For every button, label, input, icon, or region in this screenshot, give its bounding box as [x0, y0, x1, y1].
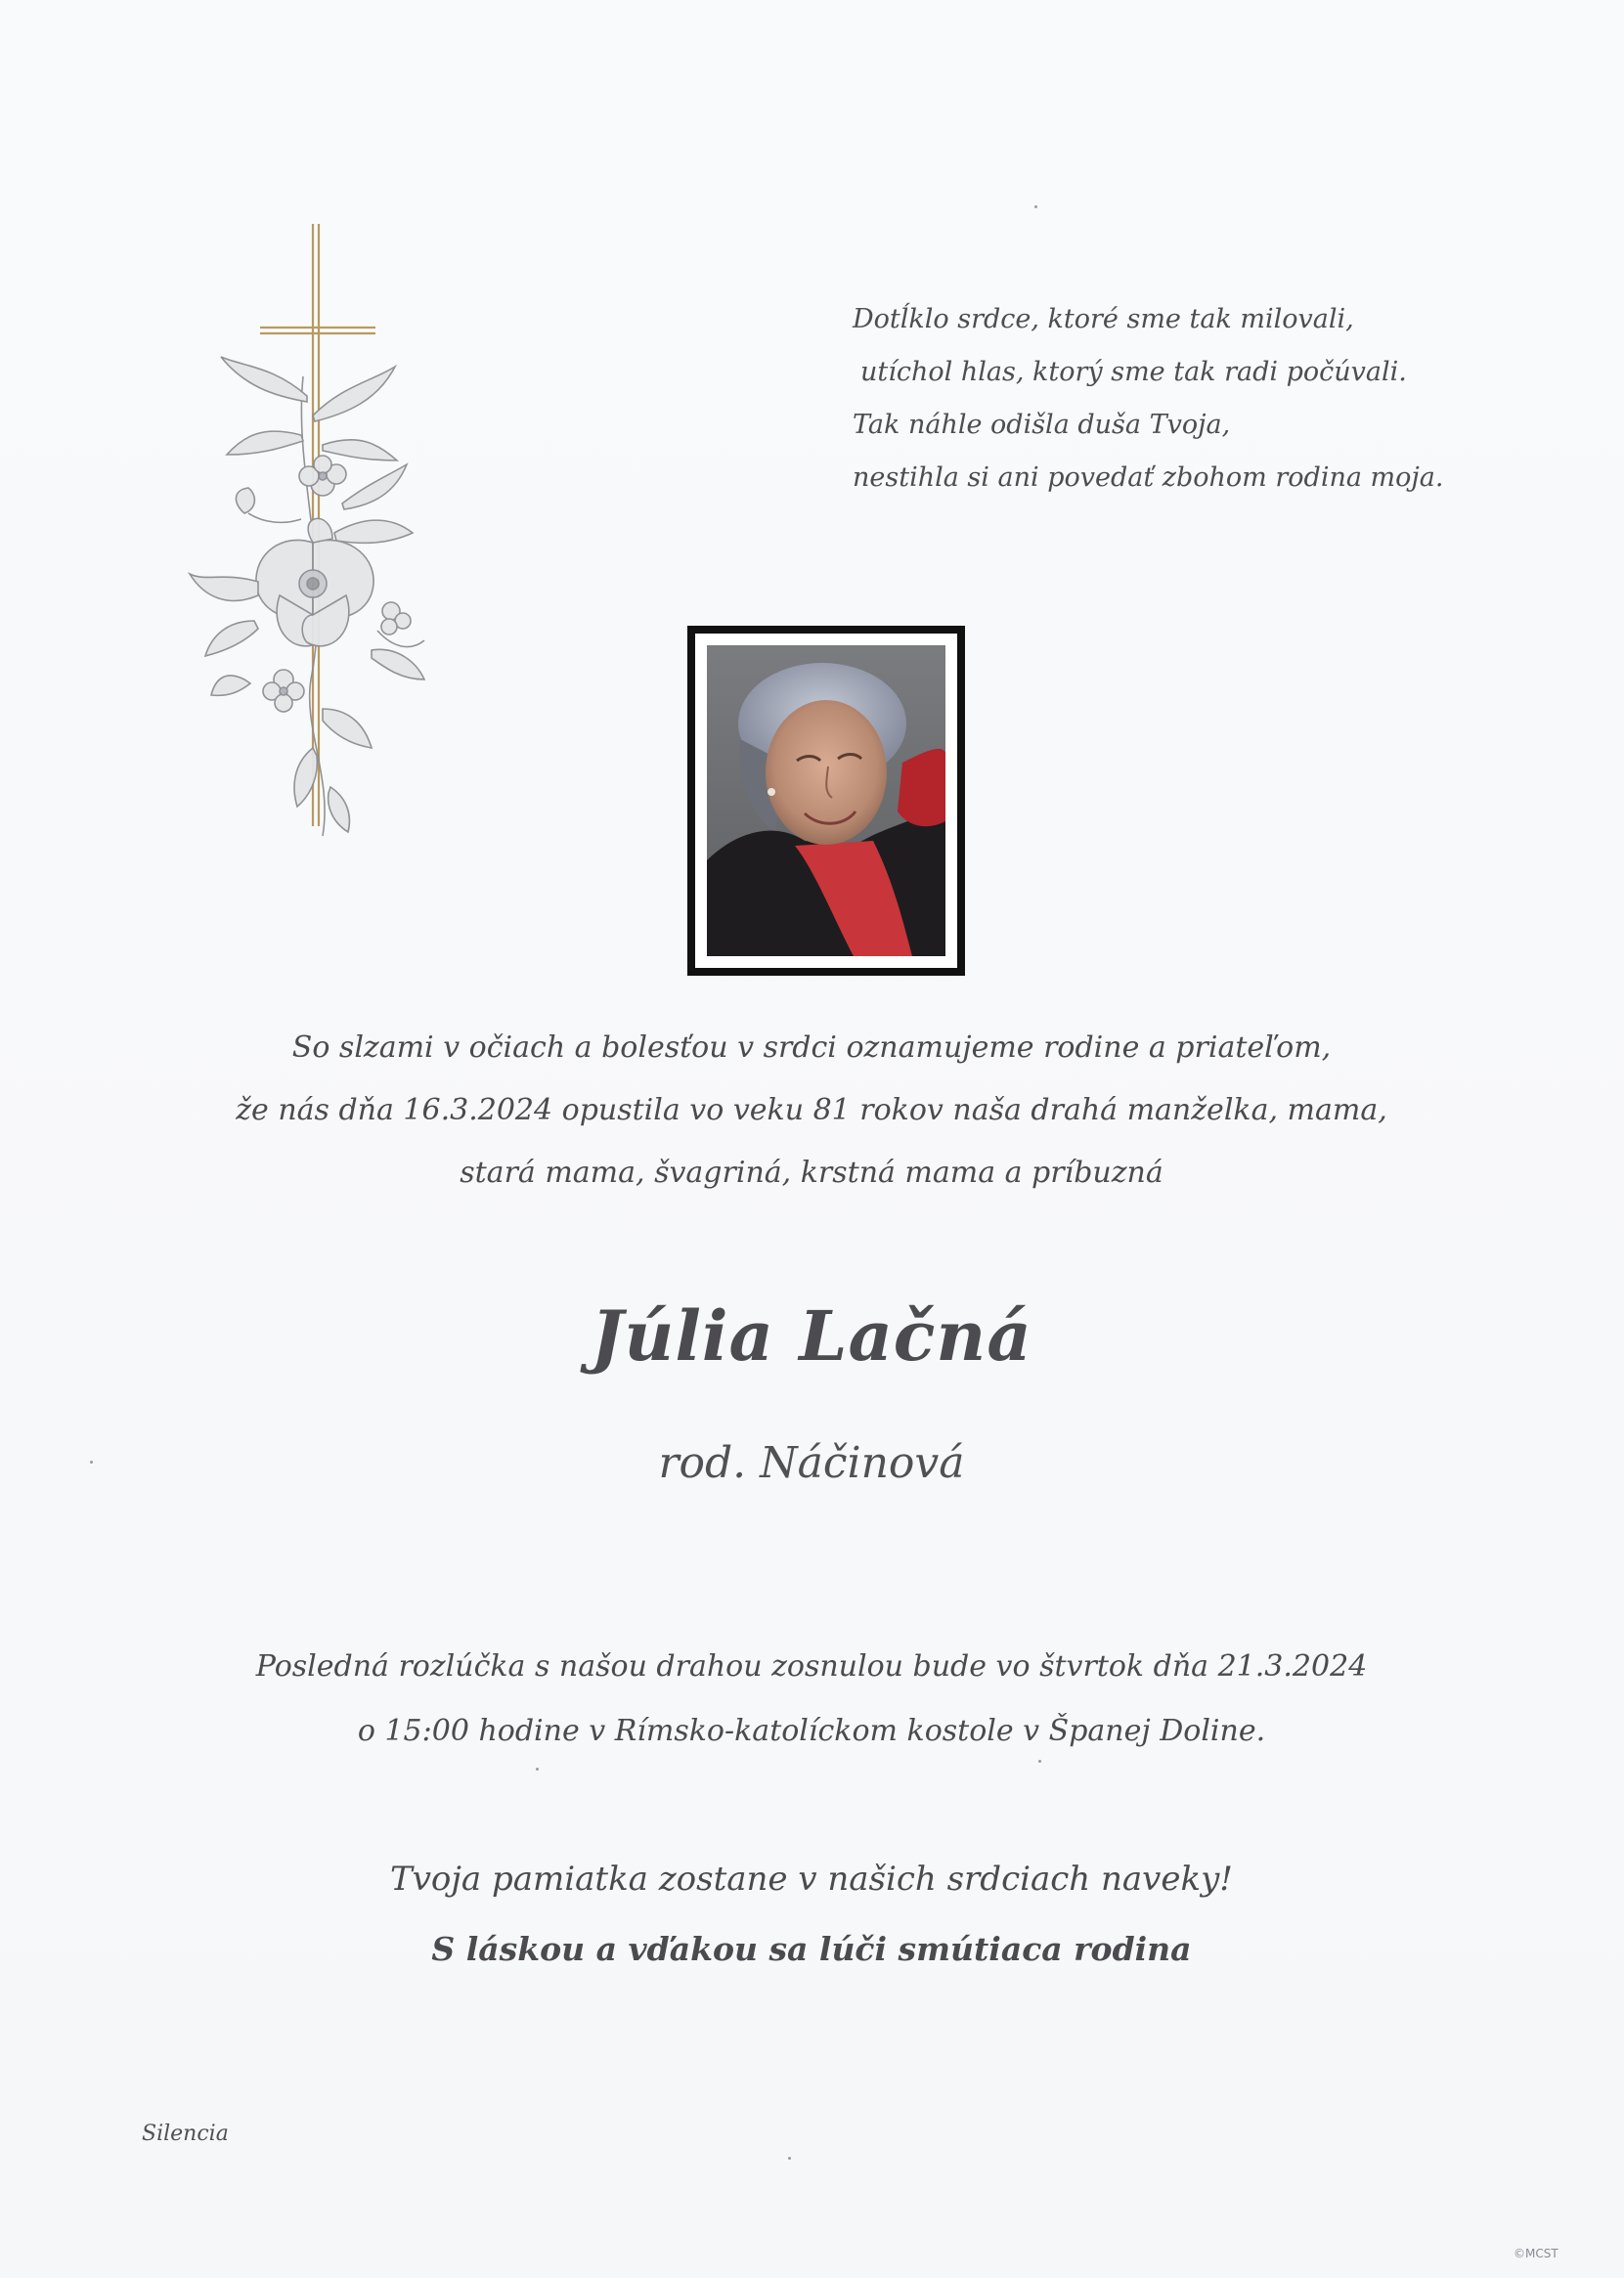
announcement-line: stará mama, švagriná, krstná mama a príbuzná — [460, 1156, 1163, 1190]
poem — [853, 293, 1459, 504]
publisher-signature: Silencia — [142, 2122, 229, 2146]
cross-with-flowers-icon — [186, 220, 440, 846]
maiden-name: rod. Náčinová — [658, 1438, 965, 1488]
scan-speck — [788, 2157, 791, 2160]
farewell-details — [176, 1635, 1447, 1764]
announcement-line: So slzami v očiach a bolesťou v srdci oznamujeme rodine a priateľom, — [291, 1030, 1332, 1065]
scan-speck — [1034, 205, 1037, 208]
portrait-image — [707, 645, 945, 956]
announcement-line: že nás dňa 16.3.2024 opustila vo veku 81 rokov naša drahá manželka, mama, — [236, 1093, 1387, 1127]
scan-speck — [90, 1461, 93, 1464]
farewell-line: Posledná rozlúčka s našou drahou zosnulou bude vo štvrtok dňa 21.3.2024 — [255, 1649, 1368, 1684]
scan-speck — [536, 1768, 539, 1771]
copyright-mark: ©MCST — [1514, 2247, 1558, 2260]
closing-line: S láskou a vďakou sa lúči smútiaca rodina — [431, 1930, 1192, 1968]
poem-line: Dotĺklo srdce, ktoré sme tak milovali, — [853, 304, 1354, 334]
poem-line: Tak náhle odišla duša Tvoja, — [853, 410, 1231, 440]
poem-line: utíchol hlas, ktorý sme tak radi počúvali. — [860, 357, 1407, 387]
announcement-text — [176, 1017, 1447, 1205]
farewell-line: o 15:00 hodine v Rímsko-katolíckom kostole v Španej Doline. — [357, 1714, 1266, 1748]
scan-speck — [1038, 1760, 1041, 1763]
portrait-photo — [687, 626, 965, 976]
poem-line: nestihla si ani povedať zbohom rodina moja. — [853, 462, 1444, 493]
deceased-name: Júlia Lačná — [591, 1295, 1032, 1377]
memory-line: Tvoja pamiatka zostane v našich srdciach naveky! — [390, 1860, 1233, 1899]
photo-mat — [695, 634, 957, 968]
